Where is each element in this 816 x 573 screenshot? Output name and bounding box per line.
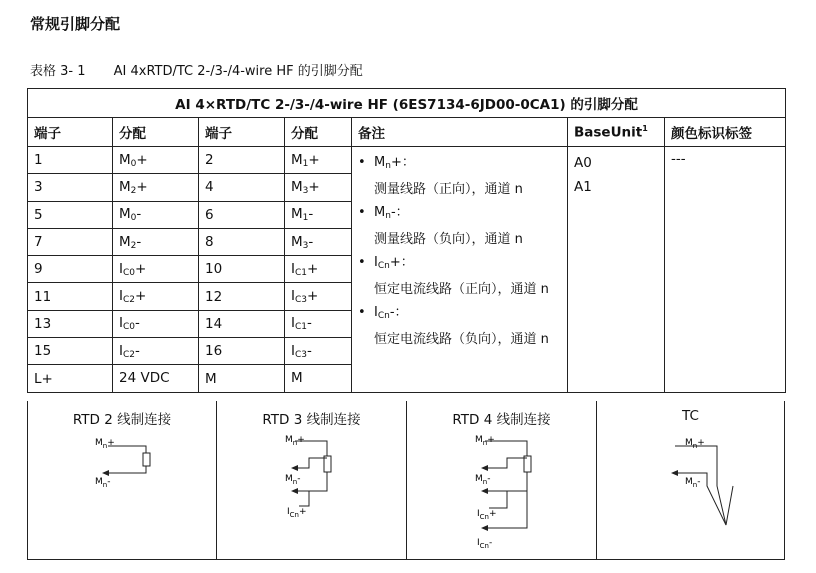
remark-symbol: M bbox=[374, 155, 386, 170]
table-caption bbox=[30, 60, 363, 79]
header-color-label: 颜色标识标签 bbox=[665, 118, 786, 147]
rtd3-title: RTD 3 线制连接 bbox=[262, 412, 361, 428]
assign-symbol: M bbox=[291, 206, 303, 223]
terminal-cell: 16 bbox=[199, 338, 285, 365]
assign-symbol: M bbox=[119, 151, 131, 168]
assign-subscript: C0 bbox=[122, 267, 135, 278]
assign-symbol: I bbox=[119, 342, 123, 359]
rtd3-schematic bbox=[217, 401, 408, 560]
baseunit-value: A1 bbox=[574, 179, 592, 195]
assignment-cell bbox=[113, 201, 199, 228]
remark-symbol: I bbox=[374, 305, 378, 320]
assign-symbol: I bbox=[119, 288, 123, 305]
assignment-cell bbox=[285, 256, 352, 283]
tc-schematic bbox=[597, 401, 786, 560]
color-label-cell: --- bbox=[665, 147, 786, 393]
assign-subscript: 3 bbox=[302, 240, 309, 251]
svg-text:Mn-: $M_n-$ bbox=[685, 477, 701, 489]
assign-symbol: 24 VDC bbox=[119, 370, 170, 387]
header-assignment-1: 分配 bbox=[113, 118, 199, 147]
assign-symbol: M bbox=[291, 370, 303, 387]
assign-subscript: C2 bbox=[122, 349, 135, 360]
terminal-cell: L+ bbox=[28, 365, 113, 392]
assign-symbol: M bbox=[291, 233, 303, 250]
terminal-cell: 2 bbox=[199, 147, 285, 174]
assign-suffix: + bbox=[307, 260, 319, 277]
header-baseunit bbox=[568, 118, 665, 147]
svg-text:ICn+: $I_{Cn}+$ bbox=[477, 509, 497, 521]
assignment-cell bbox=[285, 147, 352, 174]
assignment-cell bbox=[113, 310, 199, 337]
terminal-cell: M bbox=[199, 365, 285, 392]
header-remarks: 备注 bbox=[352, 118, 568, 147]
assignment-cell bbox=[285, 338, 352, 365]
assign-symbol: M bbox=[119, 178, 131, 195]
assignment-cell bbox=[113, 147, 199, 174]
remark-symbol: M bbox=[374, 205, 386, 220]
rtd2-schematic bbox=[28, 401, 218, 560]
assign-suffix: - bbox=[135, 315, 140, 332]
assign-subscript: 0 bbox=[130, 158, 137, 169]
svg-text:ICn+: $I_{Cn}+$ bbox=[287, 507, 307, 519]
assign-suffix: + bbox=[135, 288, 147, 305]
caption-number: 表格 3- 1 bbox=[30, 64, 86, 79]
wiring-diagrams bbox=[27, 401, 785, 560]
bullet: • bbox=[358, 205, 366, 220]
baseunit-value: A0 bbox=[574, 155, 592, 171]
assign-subscript: C2 bbox=[122, 295, 135, 306]
assign-suffix: - bbox=[307, 342, 312, 359]
assignment-cell bbox=[113, 174, 199, 201]
terminal-cell: 14 bbox=[199, 310, 285, 337]
terminal-cell: 5 bbox=[28, 201, 113, 228]
assignment-cell bbox=[285, 365, 352, 392]
assignment-cell bbox=[113, 338, 199, 365]
remark-subscript: n bbox=[385, 161, 391, 171]
assign-subscript: C0 bbox=[122, 322, 135, 333]
svg-text:Mn-: $M_n-$ bbox=[285, 474, 301, 486]
assign-subscript: C3 bbox=[294, 349, 307, 360]
terminal-cell: 7 bbox=[28, 228, 113, 255]
assign-suffix: - bbox=[308, 233, 314, 250]
assignment-cell bbox=[285, 283, 352, 310]
assign-subscript: 0 bbox=[130, 213, 137, 224]
header-row bbox=[28, 118, 786, 147]
terminal-cell: 13 bbox=[28, 310, 113, 337]
bullet: • bbox=[358, 155, 366, 170]
table-row bbox=[28, 147, 786, 174]
assignment-cell bbox=[285, 174, 352, 201]
assign-subscript: 1 bbox=[302, 213, 309, 224]
assignment-cell bbox=[113, 228, 199, 255]
terminal-cell: 6 bbox=[199, 201, 285, 228]
terminal-cell: 15 bbox=[28, 338, 113, 365]
remark-item bbox=[358, 301, 561, 351]
header-terminal-1: 端子 bbox=[28, 118, 113, 147]
remark-suffix: -： bbox=[390, 205, 409, 220]
remark-item bbox=[358, 201, 561, 251]
assign-suffix: + bbox=[308, 151, 320, 168]
remark-subscript: Cn bbox=[377, 311, 390, 321]
remark-subscript: n bbox=[385, 211, 391, 221]
assign-symbol: I bbox=[291, 288, 295, 305]
assign-suffix: + bbox=[135, 260, 147, 277]
assign-suffix: + bbox=[136, 151, 148, 168]
assign-suffix: + bbox=[307, 288, 319, 305]
assign-suffix: + bbox=[308, 178, 320, 195]
assign-symbol: M bbox=[119, 206, 131, 223]
assignment-cell bbox=[113, 256, 199, 283]
svg-text:Mn-: $M_n-$ bbox=[475, 474, 491, 486]
remark-description: 测量线路（负向），通道 n bbox=[374, 232, 523, 247]
remark-suffix: +： bbox=[390, 155, 415, 170]
remark-item bbox=[358, 251, 561, 301]
assign-symbol: I bbox=[119, 260, 123, 277]
assignment-cell bbox=[113, 365, 199, 392]
terminal-cell: 10 bbox=[199, 256, 285, 283]
section-title: 常规引脚分配 bbox=[30, 15, 121, 33]
assign-subscript: 2 bbox=[130, 185, 137, 196]
svg-text:Mn+: $M_n+$ bbox=[95, 438, 115, 450]
rtd4-diagram bbox=[406, 401, 597, 560]
bullet: • bbox=[358, 255, 366, 270]
remark-subscript: Cn bbox=[377, 261, 390, 271]
remark-description: 测量线路（正向），通道 n bbox=[374, 182, 523, 197]
baseunit-cell bbox=[568, 147, 665, 393]
pin-assignment-table bbox=[27, 88, 786, 393]
terminal-cell: 8 bbox=[199, 228, 285, 255]
assign-suffix: - bbox=[308, 206, 314, 223]
caption-text: AI 4xRTD/TC 2-/3-/4-wire HF 的引脚分配 bbox=[113, 64, 363, 79]
assignment-cell bbox=[285, 228, 352, 255]
remark-description: 恒定电流线路（正向），通道 n bbox=[374, 282, 549, 297]
rtd3-diagram bbox=[216, 401, 407, 560]
tc-title: TC bbox=[682, 408, 699, 424]
assign-suffix: - bbox=[136, 233, 142, 250]
assign-subscript: C1 bbox=[294, 267, 307, 278]
header-baseunit-text: BaseUnit bbox=[574, 124, 643, 141]
rtd2-diagram bbox=[27, 401, 217, 560]
assign-symbol: I bbox=[291, 260, 295, 277]
header-terminal-2: 端子 bbox=[199, 118, 285, 147]
svg-text:Mn+: $M_n+$ bbox=[285, 435, 305, 447]
terminal-cell: 11 bbox=[28, 283, 113, 310]
remark-suffix: +： bbox=[389, 255, 414, 270]
assign-suffix: - bbox=[136, 206, 142, 223]
assignment-cell bbox=[113, 283, 199, 310]
terminal-cell: 3 bbox=[28, 174, 113, 201]
tc-diagram bbox=[596, 401, 785, 560]
header-baseunit-footnote: 1 bbox=[642, 123, 648, 133]
remarks-cell bbox=[352, 147, 568, 393]
remark-description: 恒定电流线路（负向），通道 n bbox=[374, 332, 549, 347]
assign-subscript: C3 bbox=[294, 295, 307, 306]
terminal-cell: 9 bbox=[28, 256, 113, 283]
assignment-cell bbox=[285, 201, 352, 228]
assign-subscript: 1 bbox=[302, 158, 309, 169]
rtd2-title: RTD 2 线制连接 bbox=[72, 412, 172, 428]
remark-symbol: I bbox=[374, 255, 378, 270]
assign-subscript: 3 bbox=[302, 185, 309, 196]
header-assignment-2: 分配 bbox=[285, 118, 352, 147]
remark-item bbox=[358, 151, 561, 201]
assign-subscript: C1 bbox=[294, 322, 307, 333]
terminal-cell: 1 bbox=[28, 147, 113, 174]
assign-suffix: + bbox=[136, 178, 148, 195]
svg-text:Mn-: $M_n-$ bbox=[95, 477, 111, 489]
terminal-cell: 12 bbox=[199, 283, 285, 310]
assign-symbol: I bbox=[291, 342, 295, 359]
rtd4-schematic bbox=[407, 401, 598, 560]
assign-symbol: I bbox=[291, 315, 295, 332]
svg-text:ICn-: $I_{Cn}-$ bbox=[477, 538, 493, 550]
terminal-cell: 4 bbox=[199, 174, 285, 201]
assign-symbol: M bbox=[291, 178, 303, 195]
remark-suffix: -： bbox=[389, 305, 408, 320]
svg-text:Mn+: $M_n+$ bbox=[475, 435, 495, 447]
assign-symbol: M bbox=[119, 233, 131, 250]
table-banner: AI 4×RTD/TC 2-/3-/4-wire HF (6ES7134-6JD00-0CA1) 的引脚分配 bbox=[28, 89, 786, 118]
rtd4-title: RTD 4 线制连接 bbox=[452, 412, 551, 428]
assignment-cell bbox=[285, 310, 352, 337]
table-body bbox=[28, 147, 786, 393]
assign-suffix: - bbox=[307, 315, 312, 332]
assign-suffix: - bbox=[135, 342, 140, 359]
assign-symbol: M bbox=[291, 151, 303, 168]
bullet: • bbox=[358, 305, 366, 320]
assign-symbol: I bbox=[119, 315, 123, 332]
assign-subscript: 2 bbox=[130, 240, 137, 251]
svg-text:Mn+: $M_n+$ bbox=[685, 438, 705, 450]
